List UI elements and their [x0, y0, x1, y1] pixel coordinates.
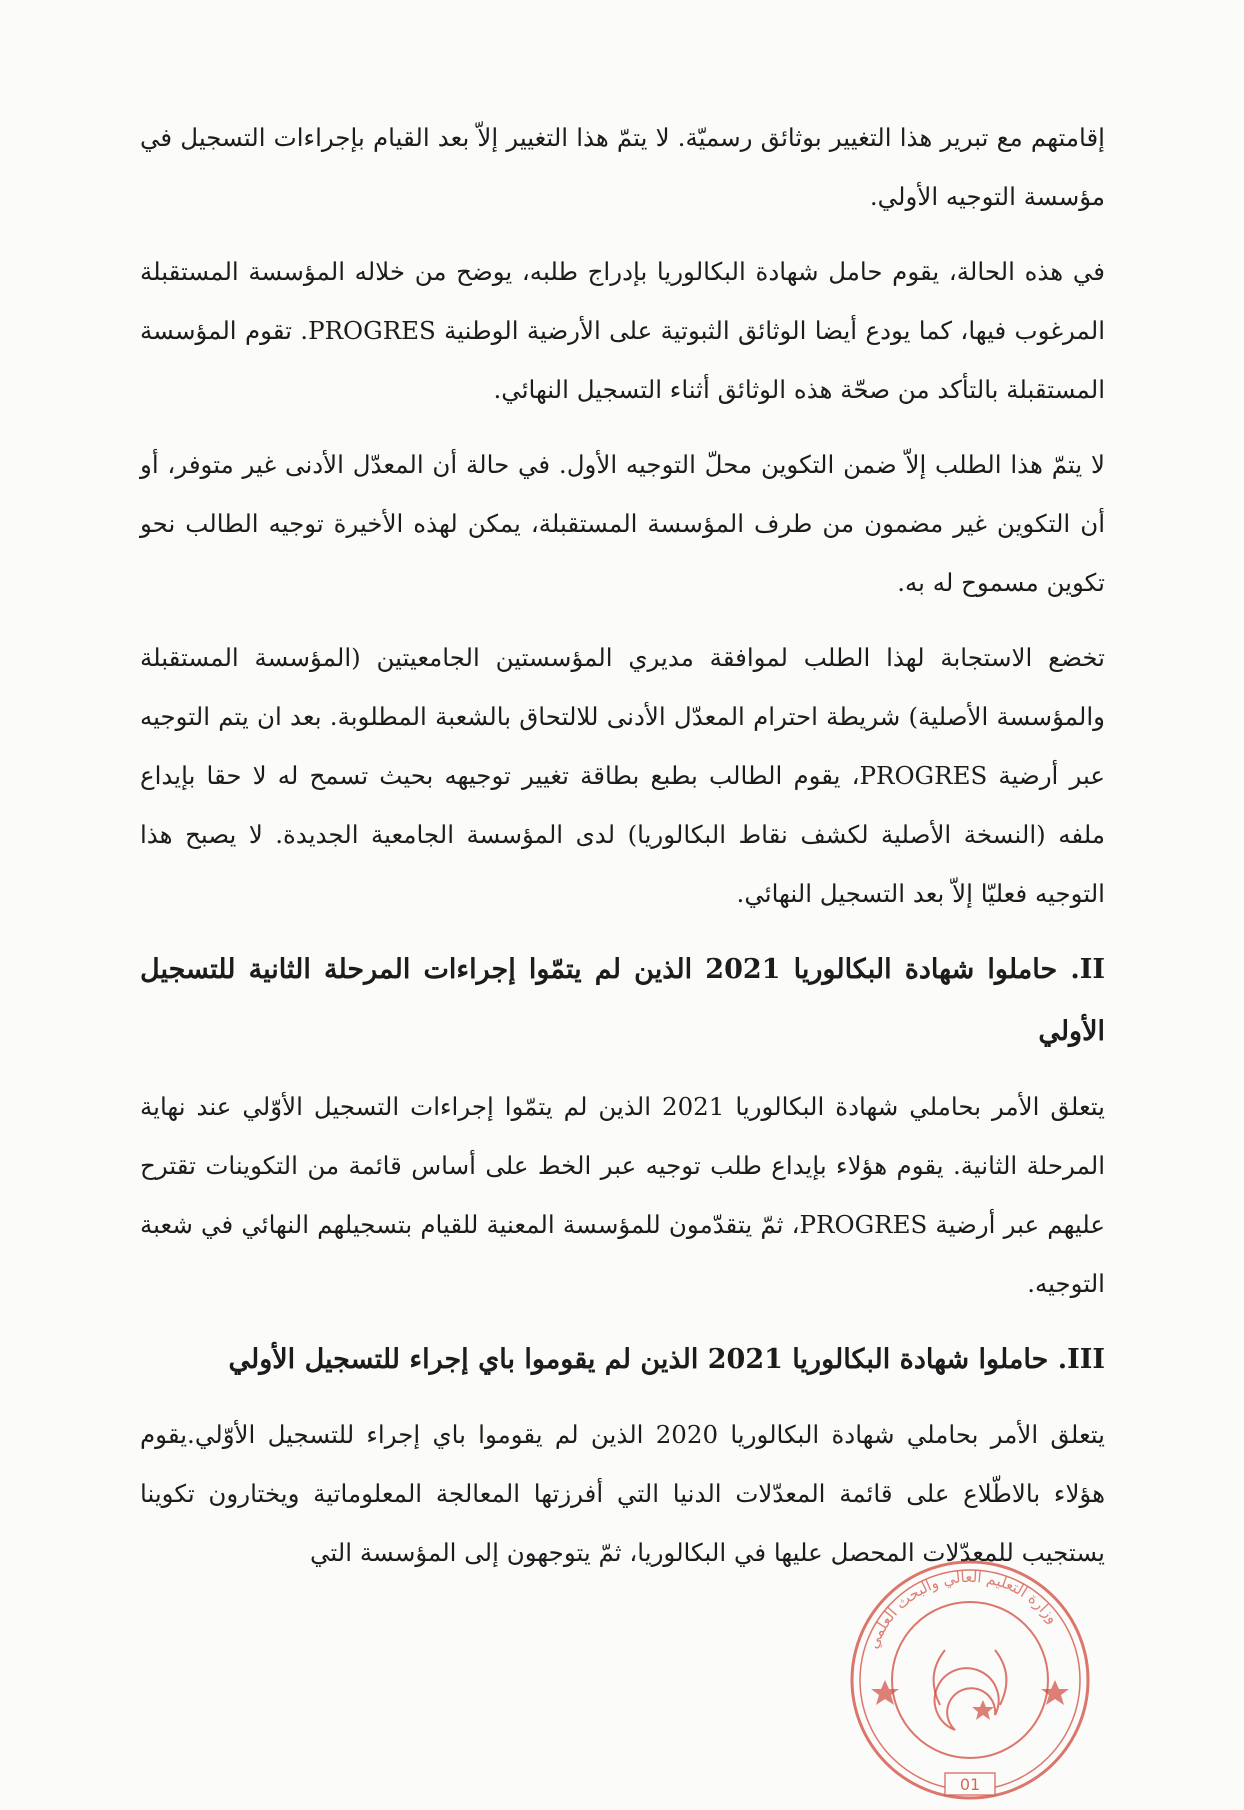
section-3-heading: III. حاملوا شهادة البكالوريا 2021 الذين لم يقوموا باي إجراء للتسجيل الأولي	[228, 1344, 1105, 1375]
section-3-paragraph: يتعلق الأمر بحاملي شهادة البكالوريا 2020 الذين لم يقوموا باي إجراء للتسجيل الأوّلي.يقوم هؤلاء بالاطّلاع على قائمة المعدّلات الدنيا التي أفرزتها المعالجة المعلوماتية ويختارون تكوينا يستجيب للمعدّلات المحصل عليها في البكالوريا، ثمّ يتوجهون إلى المؤسسة التي	[140, 1420, 1105, 1567]
seal-number: 01	[959, 1775, 981, 1794]
paragraph-3: لا يتمّ هذا الطلب إلاّ ضمن التكوين محلّ التوجيه الأول. في حالة أن المعدّل الأدنى غير متوفر، أو أن التكوين غير مضمون من طرف المؤسسة المستقبلة، يمكن لهذه الأخيرة توجيه الطالب نحو تكوين مسموح له به.	[140, 450, 1105, 597]
paragraph-2: في هذه الحالة، يقوم حامل شهادة البكالوريا بإدراج طلبه، يوضح من خلاله المؤسسة المستقبلة المرغوب فيها، كما يودع أيضا الوثائق الثبوتية على الأرضية الوطنية PROGRES. تقوم المؤسسة المستقبلة بالتأكد من صحّة هذه الوثائق أثناء التسجيل النهائي.	[140, 257, 1105, 404]
section-2-paragraph: يتعلق الأمر بحاملي شهادة البكالوريا 2021 الذين لم يتمّوا إجراءات التسجيل الأوّلي عند نهاية المرحلة الثانية. يقوم هؤلاء بإيداع طلب توجيه عبر الخط على أساس قائمة من التكوينات تقترح عليهم عبر أرضية PROGRES، ثمّ يتقدّمون للمؤسسة المعنية للقيام بتسجيلهم النهائي في شعبة التوجيه.	[140, 1092, 1105, 1298]
official-seal-stamp	[845, 1555, 1095, 1805]
paragraph-4: تخضع الاستجابة لهذا الطلب لموافقة مديري المؤسستين الجامعيتين (المؤسسة المستقبلة والمؤسسة الأصلية) شريطة احترام المعدّل الأدنى للالتحاق بالشعبة المطلوبة. بعد ان يتم التوجيه عبر أرضية PROGRES، يقوم الطالب بطبع بطاقة تغيير توجيهه بحيث تسمح له لا حقا بإيداع ملفه (النسخة الأصلية لكشف نقاط البكالوريا) لدى المؤسسة الجامعية الجديدة. لا يصبح هذا التوجيه فعليّا إلاّ بعد التسجيل النهائي.	[140, 643, 1106, 908]
paragraph-1: إقامتهم مع تبرير هذا التغيير بوثائق رسميّة. لا يتمّ هذا التغيير إلاّ بعد القيام بإجراءات التسجيل في مؤسسة التوجيه الأولي.	[140, 123, 1105, 211]
document-page	[140, 108, 1105, 1598]
section-2-heading: II. حاملوا شهادة البكالوريا 2021 الذين لم يتمّوا إجراءات المرحلة الثانية للتسجيل الأولي	[140, 954, 1105, 1047]
seal-ring-text: وزارة التعليم العالي والبحث العلمي	[863, 1567, 1063, 1652]
